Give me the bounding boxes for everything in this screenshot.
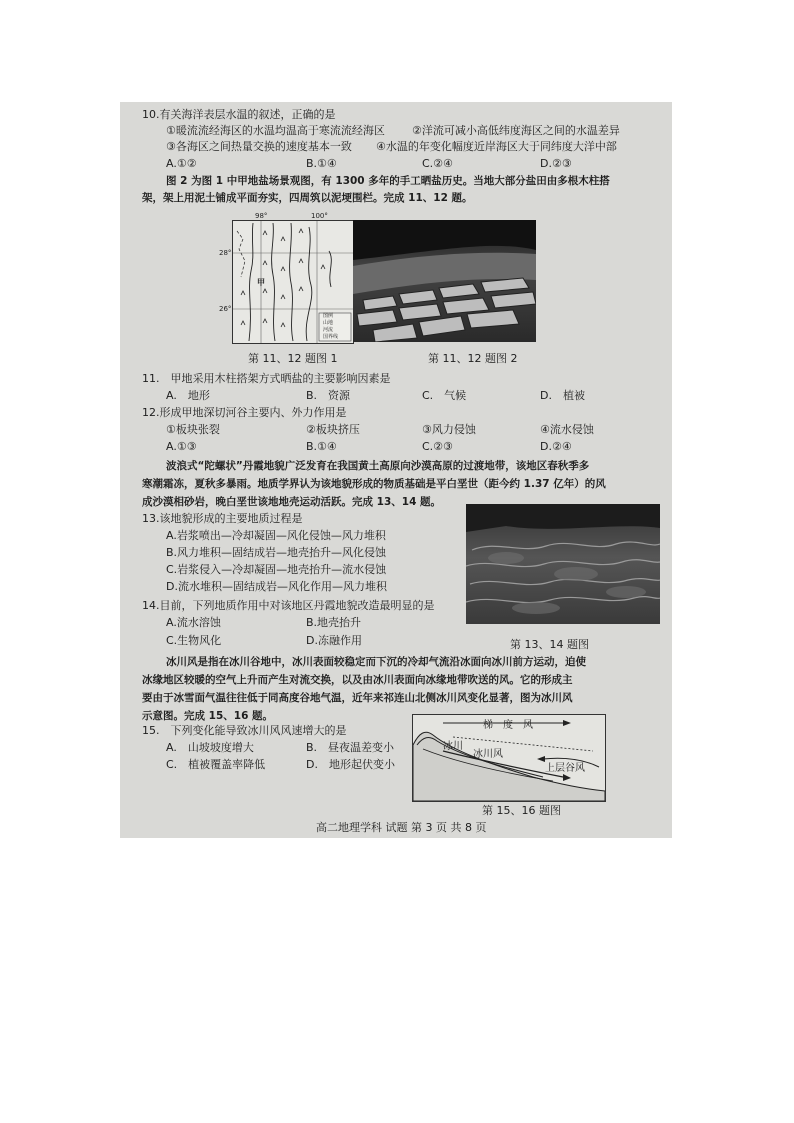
q15-option-a: A. 山坡坡度增大 — [166, 741, 254, 754]
q12-stem: 12.形成甲地深切河谷主要内、外力作用是 — [142, 406, 347, 419]
glacier-wind-diagram — [412, 714, 606, 802]
q12-statement-3: ③风力侵蚀 — [422, 423, 476, 436]
map-legend-river: 河流 — [323, 327, 334, 333]
q13-stem: 13.该地貌形成的主要地质过程是 — [142, 512, 303, 525]
q12-statement-4: ④流水侵蚀 — [540, 423, 594, 436]
q14-stem: 14.目前，下列地质作用中对该地区丹霞地貌改造最明显的是 — [142, 599, 435, 612]
map-legend-border: 国界线 — [323, 334, 339, 340]
q12-statement-1: ①板块张裂 — [166, 423, 220, 436]
map-lon-100: 100° — [311, 212, 328, 220]
danxia-photo — [466, 504, 660, 624]
intro-13-14-line-3: 成沙漠相砂岩，晚白垩世该地地壳运动活跃。完成 13、14 题。 — [142, 496, 442, 508]
label-glacier: 冰川 — [443, 741, 463, 752]
intro-11-12-line-2: 架，架上用泥土铺成平面夯实，四周筑以泥埂围栏。完成 11、12 题。 — [142, 192, 473, 204]
map-figure — [219, 212, 354, 344]
label-gradient-wind: 梯 度 风 — [483, 720, 533, 731]
q12-option-b: B.①④ — [306, 440, 337, 453]
map-lat-26: 26° — [219, 305, 232, 313]
intro-15-16-line-2: 冰缘地区较暖的空气上升而产生对流交换，以及由冰川表面向冰缘地带吹送的风。它的形成主 — [142, 674, 573, 686]
map-lon-98: 98° — [255, 212, 268, 220]
q11-option-b: B. 资源 — [306, 389, 351, 402]
q13-option-a: A.岩浆喷出—冷却凝固—风化侵蚀—风力堆积 — [166, 529, 386, 542]
map-drawing — [233, 221, 353, 343]
q13-option-c: C.岩浆侵入—冷却凝固—地壳抬升—流水侵蚀 — [166, 563, 387, 576]
caption-fig13-14: 第 13、14 题图 — [510, 638, 589, 651]
q10-statement-2: ②洋流可减小高低纬度海区之间的水温差异 — [412, 124, 620, 137]
map-legend-title: 图例 — [323, 313, 334, 319]
q15-option-b: B. 昼夜温差变小 — [306, 741, 395, 754]
q10-stem: 10.有关海洋表层水温的叙述，正确的是 — [142, 108, 336, 121]
intro-15-16-line-3: 要由于冰雪面气温往往低于同高度谷地气温，近年来祁连山北侧冰川风变化显著，图为冰川风 — [142, 692, 573, 704]
map-lat-28: 28° — [219, 249, 232, 257]
q12-option-d: D.②④ — [540, 440, 572, 453]
page-footer: 高二地理学科 试题 第 3 页 共 8 页 — [316, 821, 487, 834]
q11-stem: 11. 甲地采用木柱搭架方式晒盐的主要影响因素是 — [142, 372, 391, 385]
salt-field-drawing — [353, 220, 536, 342]
salt-field-photo — [353, 220, 536, 342]
q10-statement-1: ①暖流流经海区的水温均温高于寒流流经海区 — [166, 124, 385, 137]
q14-option-c: C.生物风化 — [166, 634, 222, 647]
caption-fig1: 第 11、12 题图 1 — [248, 352, 338, 365]
q10-option-b: B.①④ — [306, 157, 337, 170]
q13-option-b: B.风力堆积—固结成岩—地壳抬升—风化侵蚀 — [166, 546, 387, 559]
q15-stem: 15. 下列变化能导致冰川风风速增大的是 — [142, 724, 347, 737]
q10-option-c: C.②④ — [422, 157, 453, 170]
intro-11-12-line-1: 图 2 为图 1 中甲地盐场景观图，有 1300 多年的手工晒盐历史。当地大部分盐田由多根木柱搭 — [166, 175, 610, 187]
q12-option-a: A.①③ — [166, 440, 197, 453]
danxia-drawing — [466, 504, 660, 624]
label-glacier-wind: 冰川风 — [473, 749, 503, 760]
intro-15-16-line-4: 示意图。完成 15、16 题。 — [142, 710, 274, 722]
q11-option-c: C. 气候 — [422, 389, 467, 402]
q14-option-a: A.流水溶蚀 — [166, 616, 221, 629]
q10-statement-4: ④水温的年变化幅度近岸海区大于同纬度大洋中部 — [376, 140, 617, 153]
caption-fig2: 第 11、12 题图 2 — [428, 352, 518, 365]
q13-option-d: D.流水堆积—固结成岩—风化作用—风力堆积 — [166, 580, 387, 593]
q14-option-b: B.地壳抬升 — [306, 616, 362, 629]
map-mark-jia: 甲 — [257, 278, 265, 287]
q11-option-a: A. 地形 — [166, 389, 210, 402]
intro-15-16-line-1: 冰川风是指在冰川谷地中，冰川表面较稳定而下沉的冷却气流沿冰面向冰川前方运动，迫使 — [166, 656, 586, 668]
label-upper-valley-wind: 上层谷风 — [545, 763, 585, 774]
q10-option-d: D.②③ — [540, 157, 572, 170]
q15-option-d: D. 地形起伏变小 — [306, 758, 395, 771]
intro-13-14-line-1: 波浪式“陀螺状”丹霞地貌广泛发育在我国黄土高原向沙漠高原的过渡地带，该地区春秋季多 — [166, 460, 590, 472]
q10-statement-3: ③各海区之间热量交换的速度基本一致 — [166, 140, 352, 153]
q10-option-a: A.①② — [166, 157, 197, 170]
q12-option-c: C.②③ — [422, 440, 453, 453]
q12-statement-2: ②板块挤压 — [306, 423, 360, 436]
q14-option-d: D.冻融作用 — [306, 634, 362, 647]
q11-option-d: D. 植被 — [540, 389, 585, 402]
intro-13-14-line-2: 寒潮霜冻，夏秋多暴雨。地质学界认为该地貌形成的物质基础是平白垩世（距今约 1.37 亿年）的风 — [142, 478, 606, 490]
map-legend-mountain: 山地 — [323, 320, 334, 326]
q15-option-c: C. 植被覆盖率降低 — [166, 758, 266, 771]
exam-page — [120, 102, 672, 838]
caption-fig15-16: 第 15、16 题图 — [482, 804, 561, 817]
